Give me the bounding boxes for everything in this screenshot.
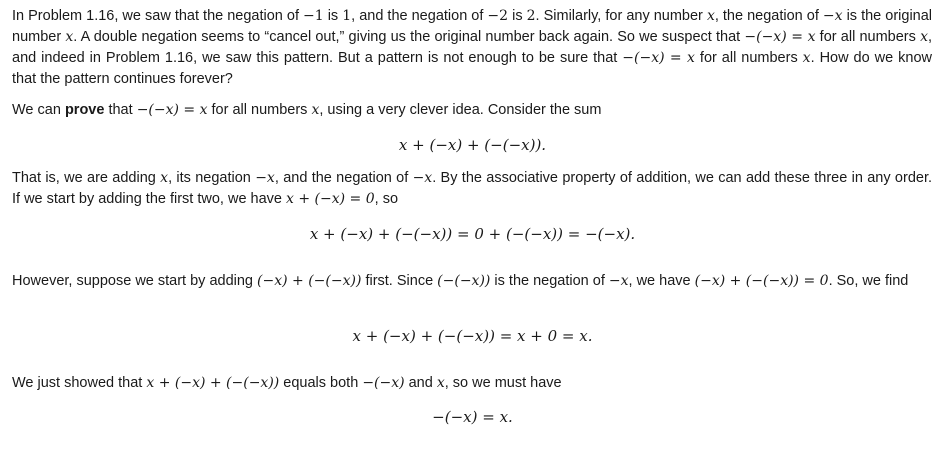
text-run: We just showed that xyxy=(12,375,147,391)
math-inline: (−(−x)) xyxy=(437,273,491,289)
text-run: is the negation of xyxy=(490,273,609,289)
math-inline: x + (−x) + (−(−x)) xyxy=(146,375,280,391)
math-inline: −x xyxy=(255,170,275,186)
math-inline: (−x) + (−(−x)) = 0 xyxy=(694,273,829,289)
text-run: . Similarly, for any number xyxy=(535,8,707,24)
text-run: , we have xyxy=(628,273,695,289)
math-inline: x xyxy=(920,29,928,45)
math-inline: 1 xyxy=(342,8,352,24)
math-inline: x xyxy=(65,29,74,45)
text-run: However, suppose we start by adding xyxy=(12,273,258,289)
text-run: . By the associative property of addition, we can add these three in any order. If we start by adding the first two, we have xyxy=(12,170,933,207)
second-grouping-paragraph xyxy=(12,271,932,292)
text-run: is xyxy=(508,8,527,24)
text-run: is the original number xyxy=(12,8,933,45)
display-equation-result: −(−x) = x. xyxy=(432,408,513,426)
text-run: equals both xyxy=(279,375,363,391)
math-inline: x xyxy=(160,170,169,186)
math-inline: x xyxy=(311,102,320,118)
math-inline: x xyxy=(436,375,445,391)
proof-intro-paragraph xyxy=(12,100,932,121)
math-inline: x xyxy=(706,8,715,24)
text-run: That is, we are adding xyxy=(12,170,161,186)
text-run: , using a very clever idea. Consider the sum xyxy=(319,102,602,118)
text-run: , and the negation of xyxy=(274,170,413,186)
math-inline: −(−x) = x xyxy=(744,29,816,45)
text-run: . A double negation seems to “cancel out,” giving us the original number back again. So we suspect that xyxy=(73,29,745,45)
text-run: for all numbers xyxy=(207,102,312,118)
display-equation-sum: x + (−x) + (−(−x)). xyxy=(398,136,547,154)
text-run: . So, we find xyxy=(828,273,909,289)
text-run: . How do we know that the pattern continues forever? xyxy=(12,50,932,87)
conclusion-paragraph xyxy=(12,373,932,394)
text-run: , the negation of xyxy=(714,8,823,24)
math-inline: −x xyxy=(822,8,843,24)
math-inline: x xyxy=(802,50,811,66)
intro-paragraph xyxy=(12,6,932,90)
text-run: first. Since xyxy=(361,273,438,289)
associative-paragraph xyxy=(12,168,932,210)
text-run: that xyxy=(104,102,137,118)
math-inline: −(−x) = x xyxy=(136,102,208,118)
text-run: , and the negation of xyxy=(351,8,488,24)
math-inline: (−x) + (−(−x)) xyxy=(257,273,362,289)
text-run: for all numbers xyxy=(694,50,803,66)
math-inline: −2 xyxy=(487,8,509,24)
text-run: In Problem 1.16, we saw that the negation of xyxy=(12,8,304,24)
text-run: , so we must have xyxy=(444,375,562,391)
math-inline: −(−x) xyxy=(362,375,405,391)
text-run: is xyxy=(323,8,343,24)
text-run: , and indeed in Problem 1.16, we saw this pattern. But a pattern is not enough to be sure that xyxy=(12,29,933,66)
text-run: , so xyxy=(374,191,399,207)
math-inline: 2 xyxy=(526,8,536,24)
display-equation-first-grouping: x + (−x) + (−(−x)) = 0 + (−(−x)) = −(−x). xyxy=(309,225,636,243)
text-run: , its negation xyxy=(168,170,256,186)
math-inline: −x xyxy=(608,273,629,289)
text-run: for all numbers xyxy=(815,29,921,45)
math-inline: −x xyxy=(412,170,433,186)
math-inline: x + (−x) = 0 xyxy=(286,191,375,207)
display-equation-second-grouping: x + (−x) + (−(−x)) = x + 0 = x. xyxy=(352,327,593,345)
math-inline: −1 xyxy=(303,8,324,24)
text-run: and xyxy=(404,375,437,391)
math-inline: −(−x) = x xyxy=(622,50,695,66)
text-run: We can xyxy=(12,102,65,118)
bold-term: prove xyxy=(64,102,105,118)
